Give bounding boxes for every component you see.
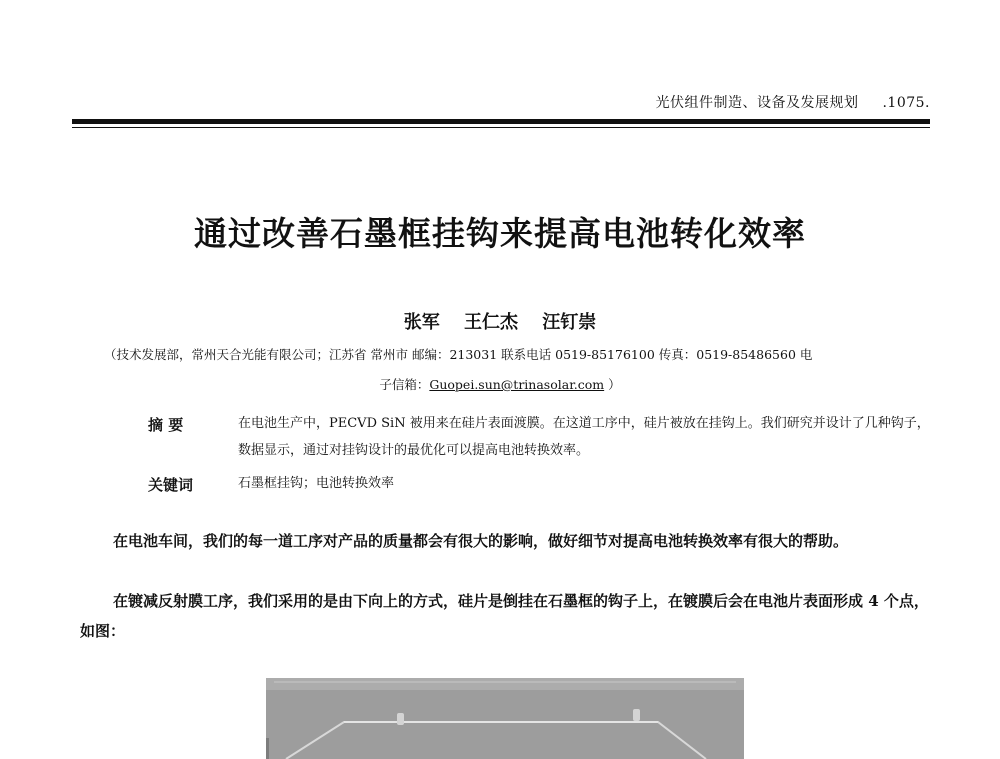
running-header	[585, 92, 930, 112]
keywords-text: 石墨框挂钩；电池转换效率	[238, 476, 395, 491]
affiliation-suffix: ）	[604, 377, 621, 392]
affiliation-line-1: （技术发展部，常州天合光能有限公司；江苏省 常州市 邮编：213031 联系电话 0519-85176100 传真：0519-85486560 电	[104, 347, 813, 362]
keywords-label: 关键词	[148, 476, 194, 494]
body-paragraph-2: 在镀减反射膜工序，我们采用的是由下向上的方式，硅片是倒挂在石墨框的钩子上，在镀膜后会在电池片表面形成 4 个点，如图：	[80, 592, 929, 640]
paper-authors: 张军 王仁杰 汪钉崇	[403, 312, 597, 333]
paper-title: 通过改善石墨框挂钩来提高电池转化效率	[194, 214, 806, 253]
body-paragraph-1: 在电池车间，我们的每一道工序对产品的质量都会有很大的影响，做好细节对提高电池转换效率有很大的帮助。	[113, 532, 849, 550]
author-email-link[interactable]: Guopei.sun@trinasolar.com	[429, 377, 605, 392]
header-rule-thick	[72, 119, 930, 124]
abstract-label: 摘 要	[148, 416, 184, 434]
abstract-text: 在电池生产中，PECVD SiN 被用来在硅片表面渡膜。在这道工序中，硅片被放在挂钩上。我们研究并设计了几种钩子，数据显示，通过对挂钩设计的最优化可以提高电池转换效率。	[238, 416, 930, 458]
hook-mark	[633, 709, 640, 721]
running-title: 光伏组件制造、设备及发展规划	[655, 95, 859, 111]
page-number: .1075.	[882, 95, 930, 111]
header-rule-thin	[72, 127, 930, 128]
affiliation-line-2	[0, 375, 1000, 393]
wafer-photo-drawing	[266, 678, 744, 759]
affiliation-email-prefix: 子信箱：	[379, 377, 430, 392]
hook-mark	[397, 713, 404, 725]
wafer-photo-figure	[266, 678, 744, 759]
